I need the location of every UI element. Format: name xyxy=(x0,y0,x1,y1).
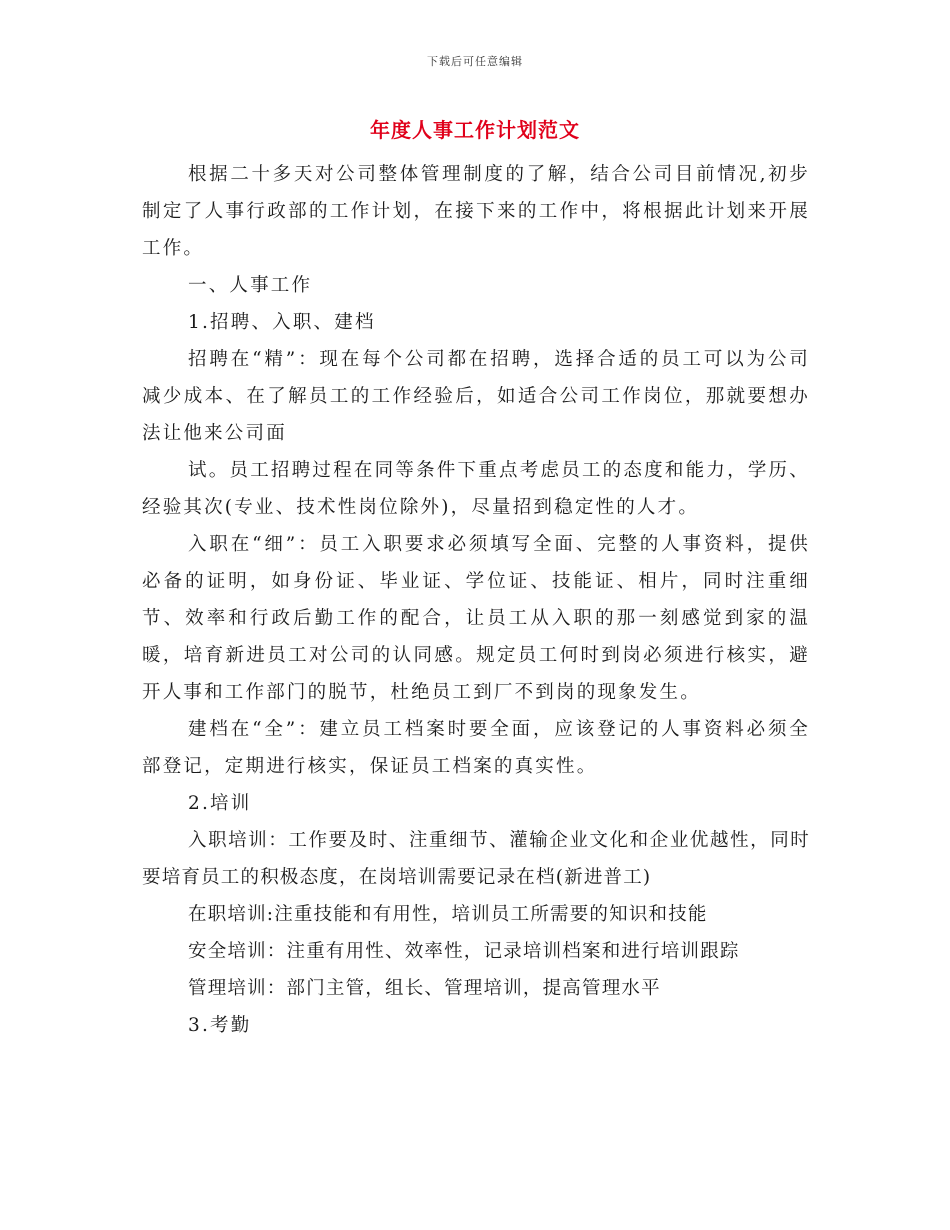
header-note: 下载后可任意编辑 xyxy=(427,55,523,68)
paragraph-induction-training: 入职培训：工作要及时、注重细节、灌输企业文化和企业优越性，同时要培育员工的积极态度，在岗培训需要记录在档(新进普工) xyxy=(142,830,810,888)
paragraph-onjob-training: 在职培训:注重技能和有用性，培训员工所需要的知识和技能 xyxy=(188,904,708,925)
paragraph-interview: 试。员工招聘过程在同等条件下重点考虑员工的态度和能力，学历、经验其次(专业、技术性岗位除外)，尽量招到稳定性的人才。 xyxy=(142,460,810,518)
paragraph-intro: 根据二十多天对公司整体管理制度的了解，结合公司目前情况,初步制定了人事行政部的工作计划，在接下来的工作中，将根据此计划来开展工作。 xyxy=(142,164,810,259)
paragraph-management-training: 管理培训：部门主管，组长、管理培训，提高管理水平 xyxy=(188,978,661,999)
document-body xyxy=(142,156,810,1044)
section-heading-personnel: 一、人事工作 xyxy=(188,275,313,296)
paragraph-safety-training: 安全培训：注重有用性、效率性，记录培训档案和进行培训跟踪 xyxy=(188,941,740,962)
subheading-attendance: 3.考勤 xyxy=(188,1015,252,1036)
paragraph-onboarding: 入职在“细”：员工入职要求必须填写全面、完整的人事资料，提供必备的证明，如身份证、毕业证、学位证、技能证、相片，同时注重细节、效率和行政后勤工作的配合，让员工从入职的那一刻感觉到家的温暖，培育新进员工对公司的认同感。规定员工何时到岗必须进行核实，避开人事和工作部门的脱节，杜绝员工到厂不到岗的现象发生。 xyxy=(142,534,810,703)
subheading-recruitment: 1.招聘、入职、建档 xyxy=(188,312,376,333)
subheading-training: 2.培训 xyxy=(188,793,252,814)
paragraph-recruitment: 招聘在“精”：现在每个公司都在招聘，选择合适的员工可以为公司减少成本、在了解员工的工作经验后，如适合公司工作岗位，那就要想办法让他来公司面 xyxy=(142,349,810,444)
document-title: 年度人事工作计划范文 xyxy=(370,118,580,142)
paragraph-archiving: 建档在“全”：建立员工档案时要全面，应该登记的人事资料必须全部登记，定期进行核实，保证员工档案的真实性。 xyxy=(142,719,810,777)
